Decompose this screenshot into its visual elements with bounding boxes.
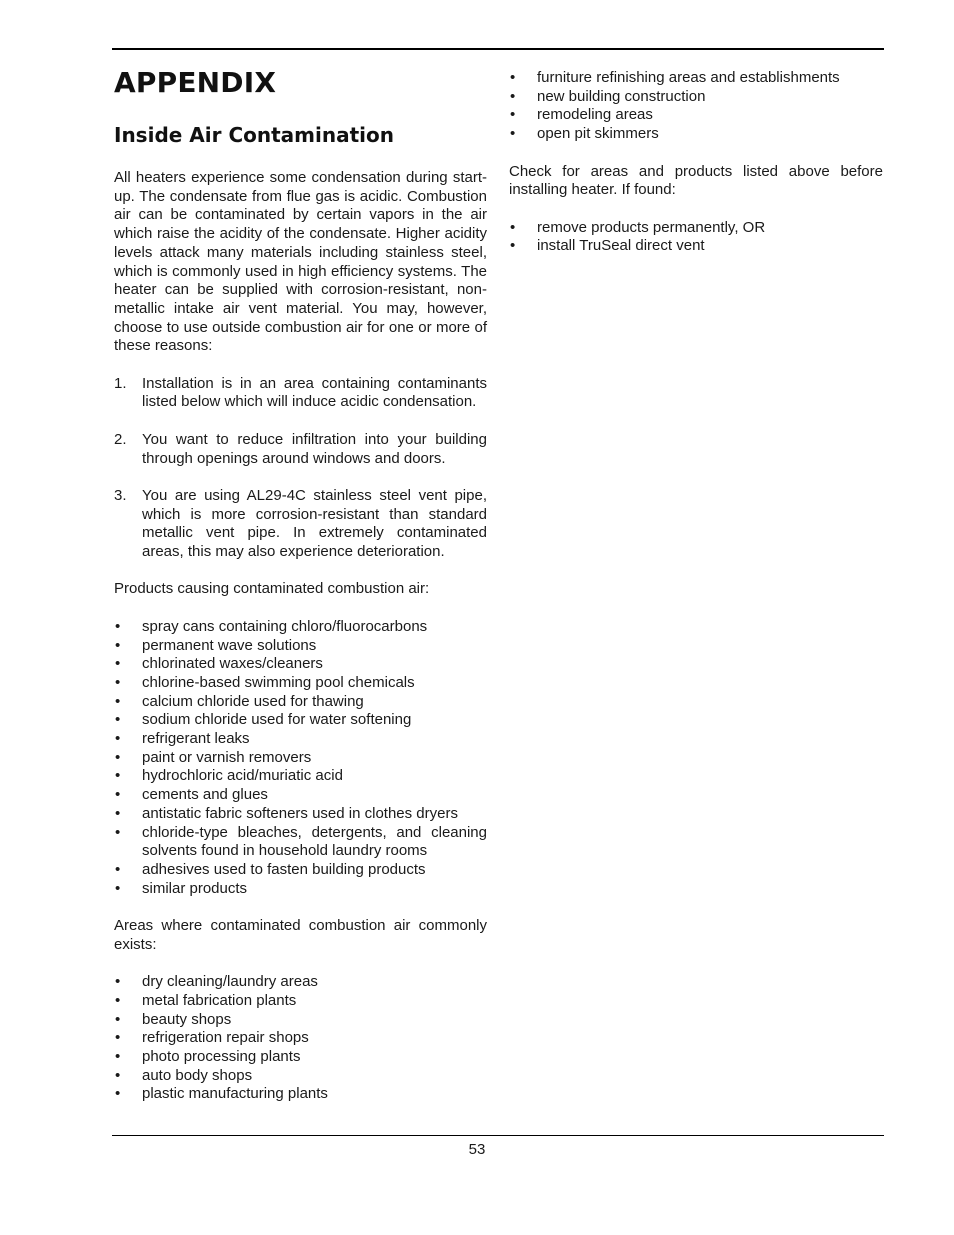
bullet-marker: • <box>115 1029 121 1047</box>
list-item-text: remodeling areas <box>537 106 653 124</box>
bullet-marker: • <box>115 673 121 691</box>
reason-number: 1. <box>114 374 127 392</box>
list-item-text: hydrochloric acid/muriatic acid <box>142 767 343 785</box>
bullet-marker: • <box>115 823 121 841</box>
list-item <box>509 69 883 88</box>
reason-item <box>114 487 487 562</box>
bullet-marker: • <box>115 711 121 729</box>
list-item <box>114 618 487 637</box>
bullet-marker: • <box>115 786 121 804</box>
bullet-marker: • <box>115 804 121 822</box>
bullet-marker: • <box>510 125 516 143</box>
right-column <box>509 69 883 256</box>
reason-text: You want to reduce infiltration into your building through openings around windows and doors. <box>142 430 487 467</box>
bullet-marker: • <box>510 106 516 124</box>
section-heading: Inside Air Contamination <box>114 123 394 147</box>
list-item <box>114 767 487 786</box>
list-item <box>509 88 883 107</box>
list-item-text: spray cans containing chloro/fluorocarbons <box>142 617 428 635</box>
bullet-marker: • <box>115 655 121 673</box>
list-item-text: new building construction <box>537 87 706 105</box>
list-item-text: chloride-type bleaches, detergents, and cleaning solvents found in household laundry rooms <box>142 823 487 860</box>
list-item <box>114 973 487 992</box>
list-item-text: open pit skimmers <box>537 125 659 143</box>
list-item-text: cements and glues <box>142 786 268 804</box>
list-item-text: chlorine-based swimming pool chemicals <box>142 673 415 691</box>
list-item-text: chlorinated waxes/cleaners <box>142 655 323 673</box>
reason-number: 3. <box>114 486 127 504</box>
bullet-marker: • <box>115 1066 121 1084</box>
page-heading: APPENDIX <box>114 66 277 99</box>
list-item <box>114 824 487 861</box>
bullet-marker: • <box>115 1010 121 1028</box>
intro-paragraph: All heaters experience some condensation during start-up. The condensate from flue gas is acidic. Combustion air can be contaminated by certain vapors in the air which raise the acidity of the condensate. Higher acidity levels attack many materials including stainless steel, which is commonly used in high efficiency systems. The heater can be supplied with corrosion-resistant, non-metallic intake air vent material. You may, however, choose to use outside combustion air for one or more of these reasons: <box>114 169 487 355</box>
list-item <box>114 992 487 1011</box>
list-item-text: auto body shops <box>142 1066 253 1084</box>
list-item <box>114 749 487 768</box>
list-item <box>114 693 487 712</box>
list-item <box>114 1011 487 1030</box>
check-paragraph: Check for areas and products listed above before installing heater. If found: <box>509 162 883 199</box>
list-item <box>114 861 487 880</box>
actions-list <box>509 219 883 256</box>
list-item-text: beauty shops <box>142 1010 232 1028</box>
list-item <box>509 106 883 125</box>
reason-item <box>114 375 487 412</box>
bullet-marker: • <box>115 1085 121 1103</box>
list-item <box>114 805 487 824</box>
list-item-text: calcium chloride used for thawing <box>142 692 364 710</box>
page-number: 53 <box>468 1141 486 1158</box>
bullet-marker: • <box>115 991 121 1009</box>
reason-text: You are using AL29-4C stainless steel vent pipe, which is more corrosion-resistant than standard metallic vent pipe. In extremely contaminated areas, this may also experience deterioration. <box>142 486 487 561</box>
bullet-marker: • <box>510 87 516 105</box>
list-item <box>114 1048 487 1067</box>
bullet-marker: • <box>115 1047 121 1065</box>
areas-intro: Areas where contaminated combustion air commonly exists: <box>114 917 487 953</box>
list-item-text: photo processing plants <box>142 1047 301 1065</box>
reasons-list <box>114 375 487 562</box>
products-list <box>114 618 487 899</box>
list-item <box>509 237 883 256</box>
bottom-rule <box>112 1135 884 1136</box>
list-item <box>114 637 487 656</box>
products-intro: Products causing contaminated combustion air: <box>114 580 430 598</box>
areas-list-continued <box>509 69 883 144</box>
list-item-text: sodium chloride used for water softening <box>142 711 412 729</box>
list-item-text: similar products <box>142 879 248 897</box>
bullet-marker: • <box>510 237 516 255</box>
list-item-text: furniture refinishing areas and establishments <box>537 69 840 86</box>
bullet-marker: • <box>115 973 121 991</box>
list-item <box>509 219 883 238</box>
list-item <box>114 1029 487 1048</box>
list-item <box>114 711 487 730</box>
reason-text: Installation is in an area containing contaminants listed below which will induce acidic condensation. <box>142 374 487 411</box>
list-item-text: antistatic fabric softeners used in clothes dryers <box>142 804 458 822</box>
bullet-marker: • <box>115 879 121 897</box>
list-item-text: adhesives used to fasten building products <box>142 860 426 878</box>
list-item <box>114 1067 487 1086</box>
areas-list <box>114 973 487 1104</box>
list-item-text: dry cleaning/laundry areas <box>142 973 318 991</box>
bullet-marker: • <box>115 636 121 654</box>
bullet-marker: • <box>115 617 121 635</box>
list-item-text: install TruSeal direct vent <box>537 237 705 255</box>
left-column <box>114 60 487 1104</box>
list-item-text: refrigerant leaks <box>142 730 250 748</box>
list-item <box>114 674 487 693</box>
list-item <box>114 730 487 749</box>
list-item-text: plastic manufacturing plants <box>142 1085 328 1103</box>
list-item-text: refrigeration repair shops <box>142 1029 309 1047</box>
list-item <box>114 880 487 899</box>
bullet-marker: • <box>115 692 121 710</box>
bullet-marker: • <box>115 860 121 878</box>
list-item-text: remove products permanently, OR <box>537 218 766 236</box>
list-item-text: permanent wave solutions <box>142 636 317 654</box>
reason-item <box>114 431 487 468</box>
bullet-marker: • <box>510 218 516 236</box>
reason-number: 2. <box>114 430 127 448</box>
bullet-marker: • <box>510 69 516 86</box>
list-item <box>509 125 883 144</box>
list-item <box>114 786 487 805</box>
top-rule <box>112 48 884 50</box>
bullet-marker: • <box>115 748 121 766</box>
list-item-text: paint or varnish removers <box>142 748 312 766</box>
list-item <box>114 655 487 674</box>
list-item <box>114 1085 487 1104</box>
list-item-text: metal fabrication plants <box>142 991 297 1009</box>
bullet-marker: • <box>115 730 121 748</box>
bullet-marker: • <box>115 767 121 785</box>
